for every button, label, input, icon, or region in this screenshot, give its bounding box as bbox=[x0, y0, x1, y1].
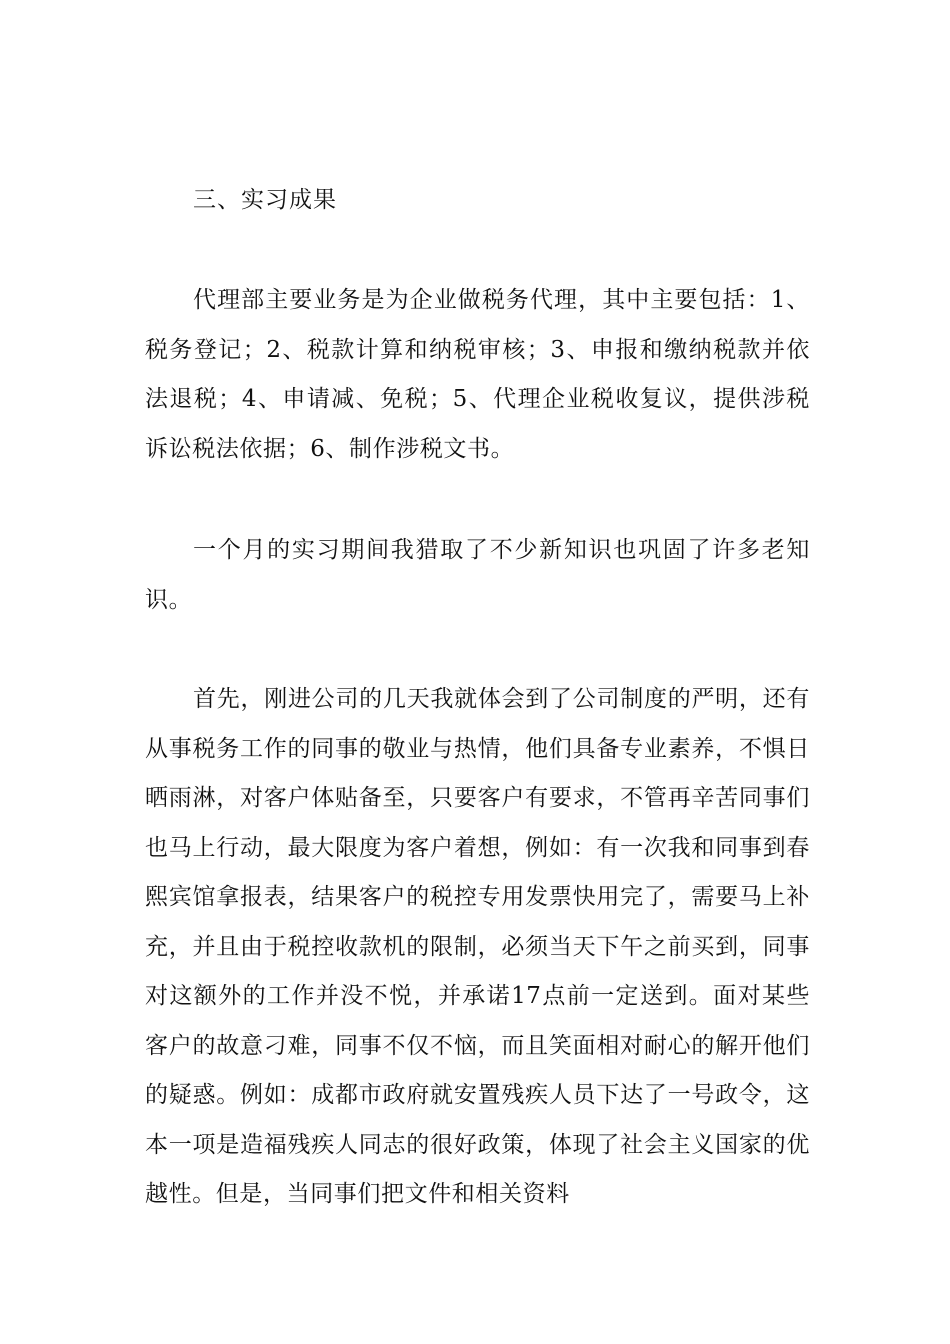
section-heading: 三、实习成果 bbox=[193, 187, 337, 213]
paragraph-company-experience: 首先，刚进公司的几天我就体会到了公司制度的严明，还有从事税务工作的同事的敬业与热情，他们具备专业素养，不惧日晒雨淋，对客户体贴备至，只要客户有要求，不管再辛苦同事们也马上行动，最大限度为客户着想，例如：有一次我和同事到春熙宾馆拿报表，结果客户的税控专用发票快用完了，需要马上补充，并且由于税控收款机的限制，必须当天下午之前买到，同事对这额外的工作并没不悦，并承诺17点前一定送到。面对某些客户的故意刁难，同事不仅不恼，而且笑面相对耐心的解开他们的疑惑。例如：成都市政府就安置残疾人员下达了一号政令，这本一项是造福残疾人同志的很好政策，体现了社会主义国家的优越性。但是，当同事们把文件和相关资料 bbox=[145, 686, 810, 1207]
paragraph-internship-knowledge: 一个月的实习期间我猎取了不少新知识也巩固了许多老知识。 bbox=[145, 537, 810, 613]
paragraph-agency-business: 代理部主要业务是为企业做税务代理，其中主要包括：1、税务登记；2、税款计算和纳税审核；3、申报和缴纳税款并依法退税；4、申请减、免税；5、代理企业税收复议，提供涉税诉讼税法依据；6、制作涉税文书。 bbox=[145, 287, 810, 462]
